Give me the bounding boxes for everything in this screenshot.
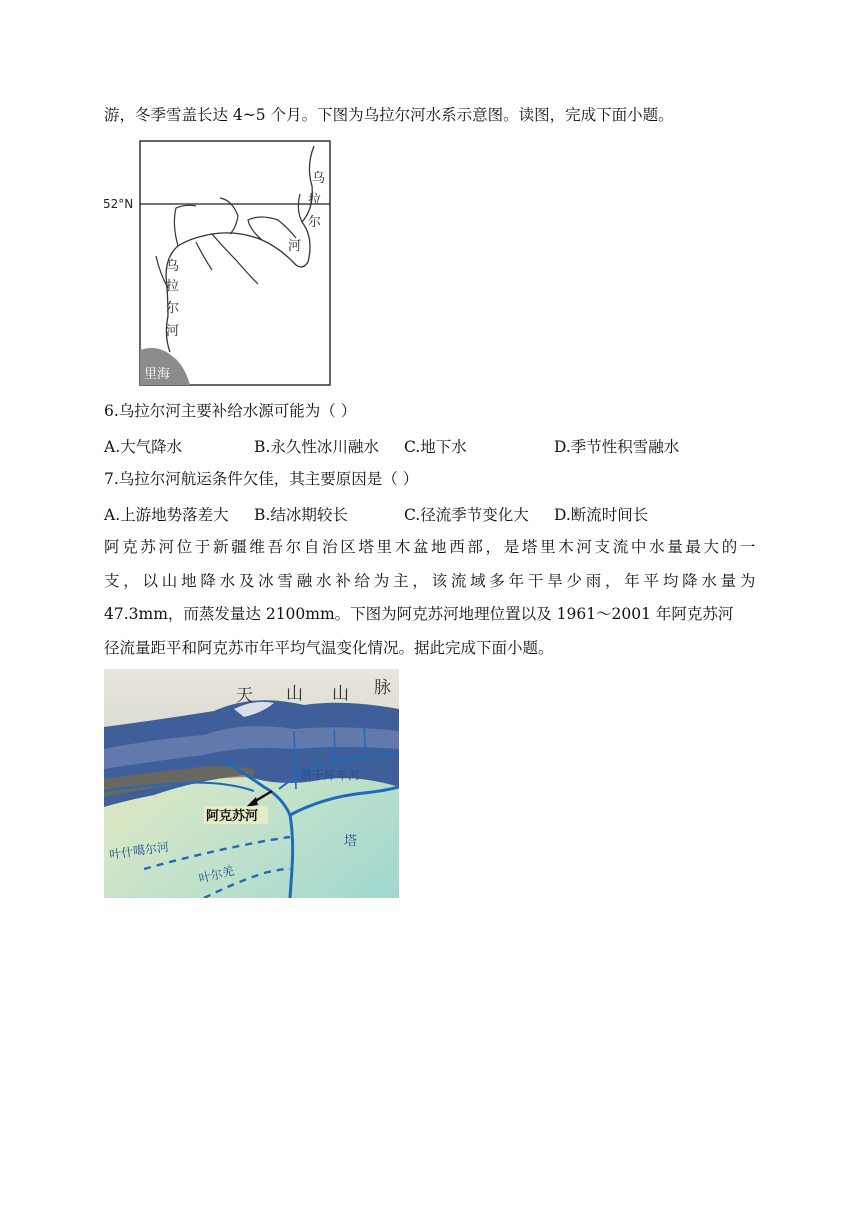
q6-option-b[interactable]: B.永久性冰川融水 (254, 438, 379, 456)
intro2-line: 支，以山地降水及冰雪融水补给为主，该流域多年干旱少雨，年平均降水量为 (104, 572, 756, 590)
yarkand-river-label: 叶尔羌 (197, 863, 236, 886)
question-6-stem: 6.乌拉尔河主要补给水源可能为（ ） (104, 402, 357, 420)
river-label-char: 尔 (308, 215, 322, 230)
q6-option-c[interactable]: C.地下水 (404, 438, 467, 456)
aksu-river-map (104, 669, 399, 898)
ta-label: 塔 (344, 834, 358, 849)
latitude-label: 52°N (103, 197, 134, 211)
river-label-char: 尔 (166, 301, 180, 316)
intro2-line: 径流量距平和阿克苏市年平均气温变化情况。据此完成下面小题。 (104, 639, 554, 657)
q7-option-c[interactable]: C.径流季节变化大 (404, 506, 529, 524)
river-label-char: 乌 (312, 171, 326, 186)
q7-option-d[interactable]: D.断流时间长 (554, 506, 649, 524)
q7-option-a[interactable]: A.上游地势落差大 (104, 506, 229, 524)
caspian-sea-label: 里海 (144, 367, 171, 382)
aksu-river-label: 阿克苏河 (206, 809, 259, 824)
kashgar-river-label: 叶什噶尔河 (108, 839, 170, 862)
river-label-char: 拉 (308, 193, 322, 208)
weigan-river-label: 渭干库车河 (300, 768, 361, 782)
intro2-line: 阿克苏河位于新疆维吾尔自治区塔里木盆地西部，是塔里木河支流中水量最大的一 (104, 538, 756, 556)
mountain-label-char: 脉 (374, 678, 391, 698)
intro2-line: 47.3mm，而蒸发量达 2100mm。下图为阿克苏河地理位置以及 1961～2001 年阿克苏河 (104, 605, 734, 623)
q7-option-b[interactable]: B.结冰期较长 (254, 506, 348, 524)
mountain-label-char: 天 (236, 686, 253, 706)
q6-option-d[interactable]: D.季节性积雪融水 (554, 438, 680, 456)
question-7-stem: 7.乌拉尔河航运条件欠佳，其主要原因是（ ） (104, 470, 419, 488)
river-label-char: 河 (166, 324, 180, 339)
mountain-label-char: 山 (286, 684, 303, 704)
river-label-char: 乌 (166, 259, 180, 274)
intro-text-line: 游，冬季雪盖长达 4~5 个月。下图为乌拉尔河水系示意图。读图，完成下面小题。 (104, 106, 674, 124)
river-label-char: 拉 (166, 279, 180, 294)
river-label-char: 河 (288, 239, 302, 254)
mountain-label-char: 山 (332, 684, 349, 704)
q6-option-a[interactable]: A.大气降水 (104, 438, 183, 456)
ural-river-map (100, 138, 336, 388)
